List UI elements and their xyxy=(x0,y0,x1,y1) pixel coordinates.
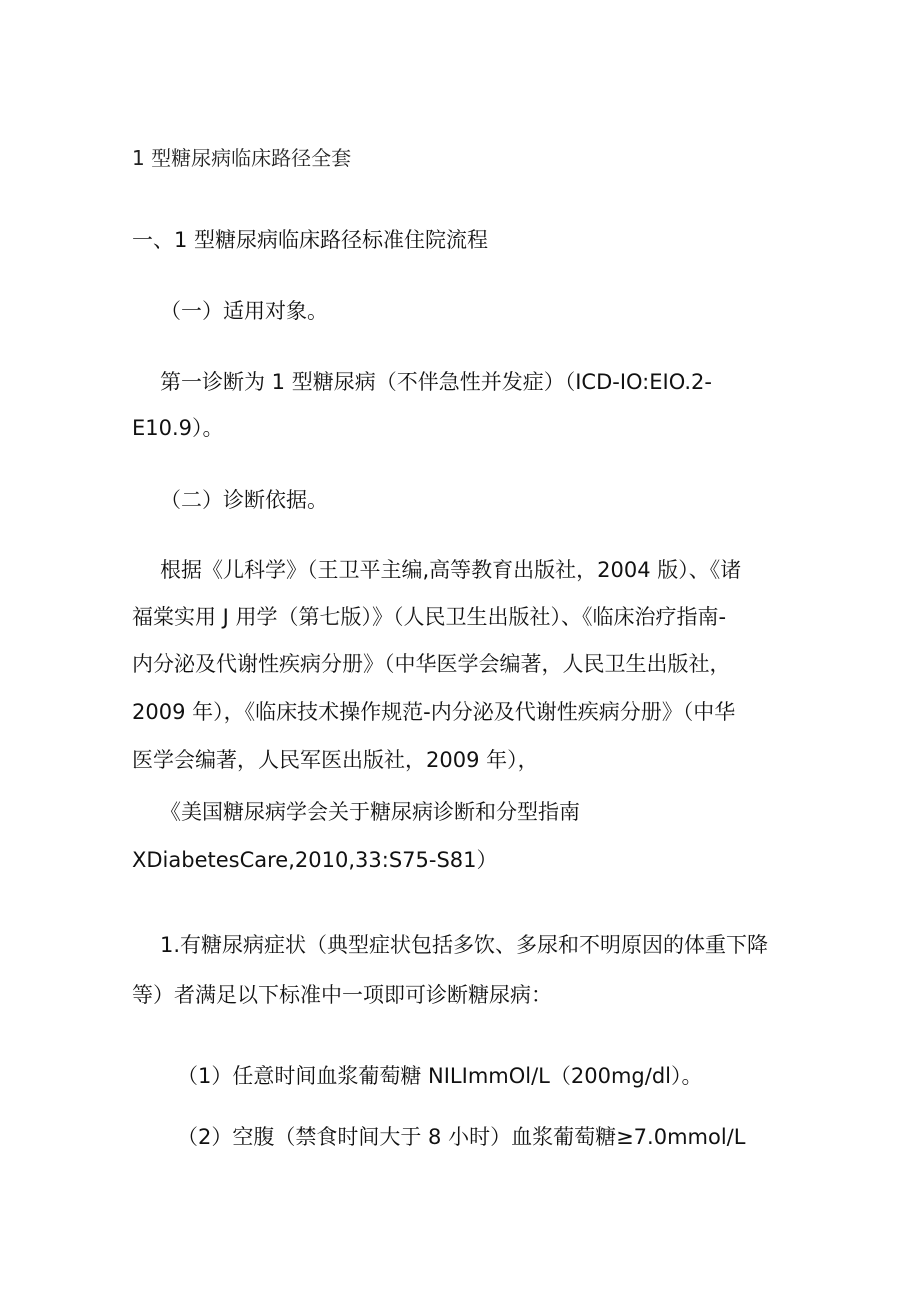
paragraph-line: 根据《儿科学》（王卫平主编,高等教育出版社，2004 版）、《诸 xyxy=(160,558,742,582)
paragraph-line: XDiabetesCare,2010,33:S75-S81） xyxy=(132,848,498,872)
list-item-line: 1.有糖尿病症状（典型症状包括多饮、多尿和不明原因的体重下降 xyxy=(160,933,769,957)
section-heading: 一、1 型糖尿病临床路径标准住院流程 xyxy=(132,228,489,252)
document-title: 1 型糖尿病临床路径全套 xyxy=(132,146,352,170)
paragraph-line: 第一诊断为 1 型糖尿病（不伴急性并发症）（ICD-IO:EIO.2- xyxy=(160,370,712,394)
paragraph-line: 内分泌及代谢性疾病分册》（中华医学会编著，人民卫生出版社， xyxy=(132,652,731,676)
paragraph-line: 医学会编著，人民军医出版社，2009 年）， xyxy=(132,748,539,772)
paragraph-line: 福棠实用 J 用学（第七版）》（人民卫生出版社）、《临床治疗指南- xyxy=(132,605,727,629)
criterion-line: （2）空腹（禁食时间大于 8 小时）血浆葡萄糖≥7.0mmol∕L xyxy=(177,1125,746,1149)
list-item-line: 等）者满足以下标准中一项即可诊断糖尿病： xyxy=(132,983,552,1007)
paragraph-line: E10.9）。 xyxy=(132,416,224,440)
criterion-line: （1）任意时间血浆葡萄糖 NILImmOl/L（200mg∕dl）。 xyxy=(177,1064,703,1088)
subsection-heading-applicable-target: （一）适用对象。 xyxy=(160,299,328,323)
paragraph-line: 《美国糖尿病学会关于糖尿病诊断和分型指南 xyxy=(160,800,580,824)
subsection-heading-diagnosis-basis: （二）诊断依据。 xyxy=(160,488,328,512)
paragraph-line: 2009 年），《临床技术操作规范-内分泌及代谢性疾病分册》（中华 xyxy=(132,700,736,724)
